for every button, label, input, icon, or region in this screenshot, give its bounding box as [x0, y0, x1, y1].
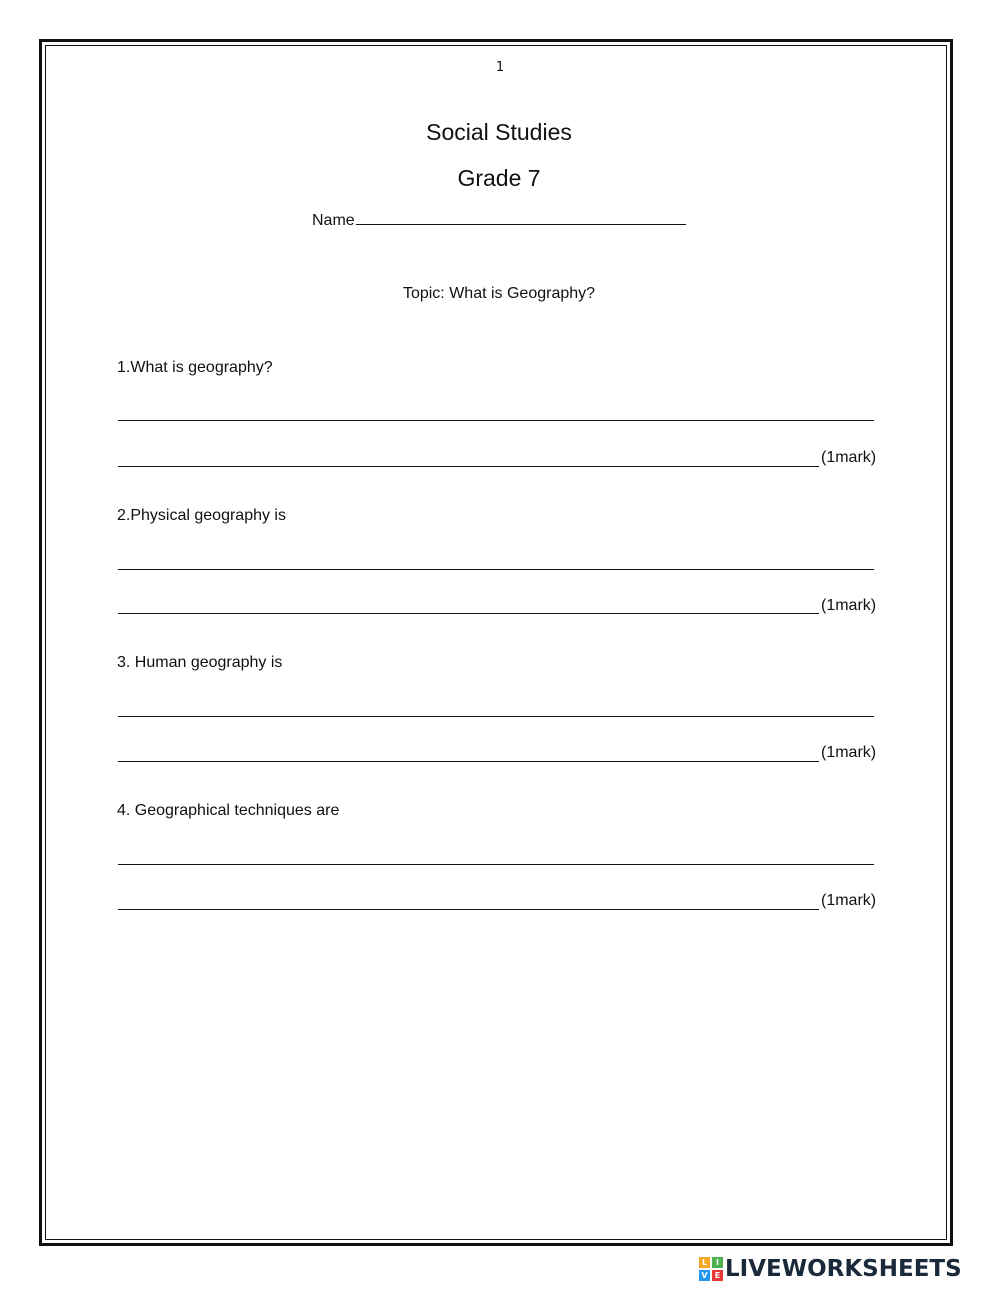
question-3: 3. Human geography is [117, 654, 283, 671]
answer-line-3a[interactable] [118, 716, 874, 717]
logo-badge-icon [699, 1257, 723, 1281]
answer-line-4a[interactable] [118, 864, 874, 865]
name-field-row [312, 208, 686, 230]
logo-badge-l: L [699, 1257, 710, 1268]
logo-badge-i: I [712, 1257, 723, 1268]
worksheet-topic: Topic: What is Geography? [402, 285, 596, 302]
name-label: Name [312, 212, 355, 229]
worksheet-grade: Grade 7 [457, 165, 541, 191]
name-input-line[interactable] [356, 208, 686, 225]
mark-label-2: (1mark) [821, 597, 877, 614]
mark-label-1: (1mark) [821, 449, 877, 466]
page-number: 1 [495, 60, 505, 75]
question-4: 4. Geographical techniques are [117, 802, 340, 819]
logo-badge-v: V [699, 1270, 710, 1281]
liveworksheets-logo [699, 1256, 962, 1282]
question-1: 1.What is geography? [117, 359, 273, 376]
question-2: 2.Physical geography is [117, 507, 286, 524]
answer-line-1b[interactable] [118, 466, 819, 467]
logo-badge-e: E [712, 1270, 723, 1281]
mark-label-4: (1mark) [821, 892, 877, 909]
answer-line-2a[interactable] [118, 569, 874, 570]
answer-line-2b[interactable] [118, 613, 819, 614]
logo-text: LIVEWORKSHEETS [725, 1256, 962, 1282]
mark-label-3: (1mark) [821, 744, 877, 761]
answer-line-3b[interactable] [118, 761, 819, 762]
worksheet-subject: Social Studies [426, 119, 572, 145]
answer-line-1a[interactable] [118, 420, 874, 421]
answer-line-4b[interactable] [118, 909, 819, 910]
